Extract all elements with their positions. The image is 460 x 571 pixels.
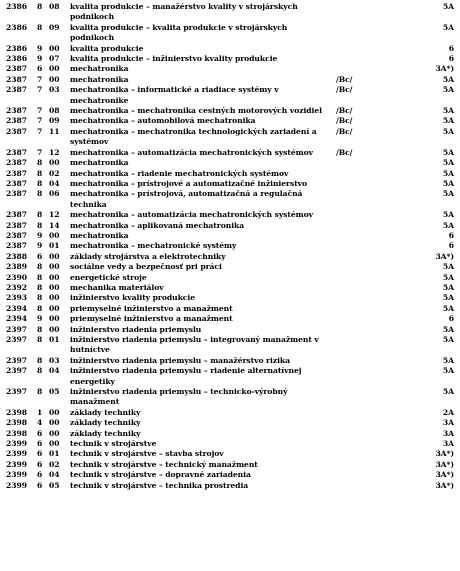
field-name: priemyselné inžinierstvo a manažment [70, 303, 233, 313]
field-subcode: 03 [49, 355, 60, 365]
field-name: sociálne vedy a bezpečnosť pri práci [70, 262, 222, 272]
field-name: mechatronika – mechatronika cestných motorových vozidiel [70, 106, 323, 116]
table-row [0, 387, 460, 408]
field-level: 6 [37, 428, 43, 438]
field-subcode: 00 [49, 439, 60, 449]
field-code: 2398 [6, 428, 27, 438]
field-name: technik v strojárstve – technika prostredia [70, 480, 249, 490]
field-grade: 5A [442, 282, 454, 292]
table-row [0, 252, 460, 262]
table-row [0, 418, 460, 428]
field-code: 2387 [6, 220, 27, 230]
field-subcode: 04 [49, 470, 60, 480]
field-grade: 3A [442, 428, 454, 438]
field-grade: 5A [442, 147, 454, 157]
field-name: mechatronika – mechatronika technologických zariadení a systémov [70, 126, 317, 147]
field-name: mechanika materiálov [70, 282, 164, 292]
table-row [0, 44, 460, 54]
field-code: 2390 [6, 272, 27, 282]
field-level: 9 [37, 241, 43, 251]
table-row [0, 283, 460, 293]
table-row [0, 335, 460, 356]
field-grade: 5A [442, 2, 454, 11]
field-level: 6 [37, 439, 43, 449]
field-subcode: 00 [49, 418, 60, 428]
table-row [0, 439, 460, 449]
field-subcode: 00 [49, 282, 60, 292]
field-code: 2386 [6, 43, 27, 53]
field-level: 8 [37, 220, 43, 230]
field-code: 2387 [6, 189, 27, 199]
field-level: 8 [37, 387, 43, 397]
table-row [0, 148, 460, 158]
table-row [0, 64, 460, 74]
field-level: 8 [37, 158, 43, 168]
field-subcode: 02 [49, 459, 60, 469]
table-row [0, 429, 460, 439]
field-name: mechatronika [70, 74, 129, 84]
table-row [0, 189, 460, 210]
field-degree-note: /Bc/ [336, 147, 353, 157]
table-row [0, 293, 460, 303]
field-name: inžinierstvo riadenia priemyslu – technicko-výrobný manažment [70, 387, 288, 407]
table-row [0, 241, 460, 251]
field-name: mechatronika – prístrojové a automatizačné inžinierstvo [70, 178, 308, 188]
field-code: 2397 [6, 355, 27, 365]
field-code: 2399 [6, 449, 27, 459]
field-code: 2387 [6, 126, 27, 136]
field-level: 7 [37, 106, 43, 116]
field-grade: 5A [442, 303, 454, 313]
field-degree-note: /Bc/ [336, 74, 353, 84]
field-code: 2397 [6, 387, 27, 397]
field-name: mechatronika – automatizácia mechatronických systémov [70, 147, 314, 157]
field-name: technik v strojárstve – stavba strojov [70, 449, 224, 459]
field-grade: 5A [442, 387, 454, 397]
field-level: 8 [37, 2, 43, 11]
field-grade: 5A [442, 126, 454, 136]
field-name: kvalita produkcie – manažérstvo kvality v strojárskych podnikoch [70, 2, 298, 22]
field-name: mechatronika – prístrojová, automatizačná a regulačná technika [70, 189, 303, 209]
field-subcode: 03 [49, 85, 60, 95]
field-name: inžinierstvo riadenia priemyslu – manažérstvo rizika [70, 355, 291, 365]
field-name: priemyselné inžinierstvo a manažment [70, 314, 233, 324]
field-code: 2392 [6, 282, 27, 292]
field-degree-note: /Bc/ [336, 116, 353, 126]
field-subcode: 05 [49, 480, 60, 490]
field-subcode: 00 [49, 74, 60, 84]
field-subcode: 00 [49, 407, 60, 417]
field-grade: 6 [448, 314, 454, 324]
field-subcode: 01 [49, 241, 60, 251]
field-subcode: 02 [49, 168, 60, 178]
field-level: 7 [37, 147, 43, 157]
field-code: 2394 [6, 303, 27, 313]
field-grade: 5A [442, 178, 454, 188]
field-name: kvalita produkcie [70, 43, 144, 53]
field-code: 2387 [6, 241, 27, 251]
field-grade: 5A [442, 355, 454, 365]
table-row [0, 460, 460, 470]
field-grade: 3A*) [435, 480, 454, 490]
table-row [0, 75, 460, 85]
field-grade: 5A [442, 74, 454, 84]
table-row [0, 116, 460, 126]
field-name: mechatronika – informatické a riadiace systémy v mechatronike [70, 85, 279, 105]
field-level: 7 [37, 74, 43, 84]
field-subcode: 05 [49, 387, 60, 397]
field-grade: 3A [442, 418, 454, 428]
field-level: 8 [37, 355, 43, 365]
field-grade: 5A [442, 22, 454, 32]
field-grade: 5A [442, 106, 454, 116]
field-code: 2387 [6, 74, 27, 84]
field-name: základy strojárstva a elektrotechniky [70, 251, 226, 261]
field-name: inžinierstvo riadenia priemyslu – riadenie alternatívnej energetiky [70, 366, 302, 386]
field-grade: 6 [448, 230, 454, 240]
field-level: 9 [37, 230, 43, 240]
field-level: 8 [37, 262, 43, 272]
field-degree-note: /Bc/ [336, 126, 353, 136]
field-level: 8 [37, 189, 43, 199]
field-code: 2397 [6, 324, 27, 334]
field-level: 8 [37, 303, 43, 313]
field-subcode: 00 [49, 43, 60, 53]
field-grade: 5A [442, 272, 454, 282]
field-name: energetické stroje [70, 272, 147, 282]
table-row [0, 179, 460, 189]
field-name: mechatronika – mechatronické systémy [70, 241, 237, 251]
field-code: 2387 [6, 147, 27, 157]
field-code: 2387 [6, 230, 27, 240]
field-name: inžinierstvo riadenia priemyslu [70, 324, 202, 334]
field-level: 9 [37, 43, 43, 53]
field-subcode: 00 [49, 293, 60, 303]
field-subcode: 00 [49, 230, 60, 240]
field-level: 7 [37, 116, 43, 126]
field-code: 2387 [6, 178, 27, 188]
field-level: 8 [37, 168, 43, 178]
field-level: 9 [37, 314, 43, 324]
field-code: 2386 [6, 2, 27, 11]
field-subcode: 01 [49, 449, 60, 459]
field-grade: 5A [442, 262, 454, 272]
field-code: 2393 [6, 293, 27, 303]
field-level: 8 [37, 293, 43, 303]
field-grade: 5A [442, 189, 454, 199]
field-code: 2387 [6, 106, 27, 116]
field-grade: 3A*) [435, 470, 454, 480]
field-level: 8 [37, 282, 43, 292]
field-level: 7 [37, 85, 43, 95]
table-row [0, 106, 460, 116]
field-code: 2386 [6, 54, 27, 64]
field-code: 2387 [6, 116, 27, 126]
field-level: 8 [37, 324, 43, 334]
table-row [0, 325, 460, 335]
field-grade: 5A [442, 335, 454, 344]
field-level: 7 [37, 126, 43, 136]
field-subcode: 09 [49, 116, 60, 126]
field-level: 6 [37, 459, 43, 469]
field-level: 6 [37, 480, 43, 490]
table-row [0, 470, 460, 480]
table-row [0, 210, 460, 220]
field-level: 8 [37, 272, 43, 282]
field-code: 2399 [6, 459, 27, 469]
field-degree-note: /Bc/ [336, 106, 353, 116]
field-grade: 5A [442, 324, 454, 334]
field-code: 2399 [6, 470, 27, 480]
table-row [0, 356, 460, 366]
field-degree-note: /Bc/ [336, 85, 353, 95]
field-grade: 6 [448, 43, 454, 53]
field-subcode: 00 [49, 303, 60, 313]
table-row [0, 221, 460, 231]
field-name: mechatronika – automobilová mechatronika [70, 116, 256, 126]
field-name: mechatronika [70, 158, 129, 168]
field-subcode: 00 [49, 251, 60, 261]
field-grade: 6 [448, 54, 454, 64]
field-name: základy techniky [70, 407, 141, 417]
field-subcode: 01 [49, 335, 60, 344]
field-name: kvalita produkcie – kvalita produkcie v strojárskych podnikoch [70, 22, 288, 43]
field-name: technik v strojárstve – technický manažment [70, 459, 258, 469]
field-subcode: 11 [49, 126, 60, 136]
field-subcode: 09 [49, 22, 60, 32]
field-subcode: 07 [49, 54, 60, 64]
field-code: 2387 [6, 168, 27, 178]
field-name: mechatronika – riadenie mechatronických systémov [70, 168, 289, 178]
field-subcode: 00 [49, 262, 60, 272]
field-code: 2387 [6, 85, 27, 95]
field-name: mechatronika – automatizácia mechatronických systémov [70, 210, 314, 220]
field-name: technik v strojárstve – dopravné zariadenia [70, 470, 251, 480]
study-fields-table [0, 2, 460, 491]
field-grade: 5A [442, 168, 454, 178]
field-name: mechatronika – aplikovaná mechatronika [70, 220, 245, 230]
field-name: inžinierstvo kvality produkcie [70, 293, 195, 303]
field-subcode: 00 [49, 428, 60, 438]
field-code: 2399 [6, 480, 27, 490]
field-grade: 3A*) [435, 64, 454, 74]
field-code: 2398 [6, 418, 27, 428]
field-subcode: 00 [49, 314, 60, 324]
table-row [0, 127, 460, 148]
field-level: 6 [37, 251, 43, 261]
field-subcode: 08 [49, 106, 60, 116]
field-grade: 3A [442, 439, 454, 449]
table-row [0, 366, 460, 387]
field-grade: 3A*) [435, 449, 454, 459]
field-subcode: 08 [49, 2, 60, 11]
field-grade: 5A [442, 366, 454, 376]
field-grade: 5A [442, 116, 454, 126]
field-name: inžinierstvo riadenia priemyslu – integrovaný manažment v hutníctve [70, 335, 319, 355]
field-grade: 5A [442, 210, 454, 220]
field-code: 2386 [6, 22, 27, 32]
field-subcode: 14 [49, 220, 60, 230]
field-level: 6 [37, 449, 43, 459]
field-level: 8 [37, 210, 43, 220]
field-name: technik v strojárstve [70, 439, 157, 449]
field-code: 2397 [6, 366, 27, 376]
table-row [0, 2, 460, 23]
field-code: 2387 [6, 64, 27, 74]
field-level: 4 [37, 418, 43, 428]
field-code: 2387 [6, 158, 27, 168]
table-row [0, 262, 460, 272]
table-row [0, 273, 460, 283]
field-grade: 2A [442, 407, 454, 417]
field-code: 2394 [6, 314, 27, 324]
field-grade: 5A [442, 293, 454, 303]
field-subcode: 06 [49, 189, 60, 199]
field-subcode: 04 [49, 178, 60, 188]
table-row [0, 23, 460, 44]
field-name: kvalita produkcie – inžinierstvo kvality produkcie [70, 54, 278, 64]
table-row [0, 158, 460, 168]
field-subcode: 12 [49, 147, 60, 157]
field-subcode: 12 [49, 210, 60, 220]
field-subcode: 00 [49, 272, 60, 282]
field-code: 2387 [6, 210, 27, 220]
field-grade: 5A [442, 220, 454, 230]
field-level: 8 [37, 178, 43, 188]
field-name: základy techniky [70, 428, 141, 438]
field-name: mechatronika [70, 230, 129, 240]
field-code: 2399 [6, 439, 27, 449]
field-level: 8 [37, 366, 43, 376]
table-row [0, 304, 460, 314]
table-row [0, 169, 460, 179]
field-grade: 3A*) [435, 459, 454, 469]
field-level: 9 [37, 54, 43, 64]
table-row [0, 481, 460, 491]
field-level: 6 [37, 64, 43, 74]
table-row [0, 449, 460, 459]
table-row [0, 54, 460, 64]
table-row [0, 314, 460, 324]
field-grade: 5A [442, 85, 454, 95]
field-level: 6 [37, 470, 43, 480]
field-grade: 6 [448, 241, 454, 251]
field-level: 1 [37, 407, 43, 417]
field-grade: 3A*) [435, 251, 454, 261]
field-name: základy techniky [70, 418, 141, 428]
field-code: 2397 [6, 335, 27, 344]
field-name: mechatronika [70, 64, 129, 74]
field-subcode: 00 [49, 64, 60, 74]
field-subcode: 00 [49, 158, 60, 168]
field-grade: 5A [442, 158, 454, 168]
table-row [0, 231, 460, 241]
field-subcode: 00 [49, 324, 60, 334]
table-row [0, 408, 460, 418]
field-code: 2398 [6, 407, 27, 417]
field-level: 8 [37, 22, 43, 32]
field-code: 2388 [6, 251, 27, 261]
field-code: 2389 [6, 262, 27, 272]
table-row [0, 85, 460, 106]
field-subcode: 04 [49, 366, 60, 376]
field-level: 8 [37, 335, 43, 344]
